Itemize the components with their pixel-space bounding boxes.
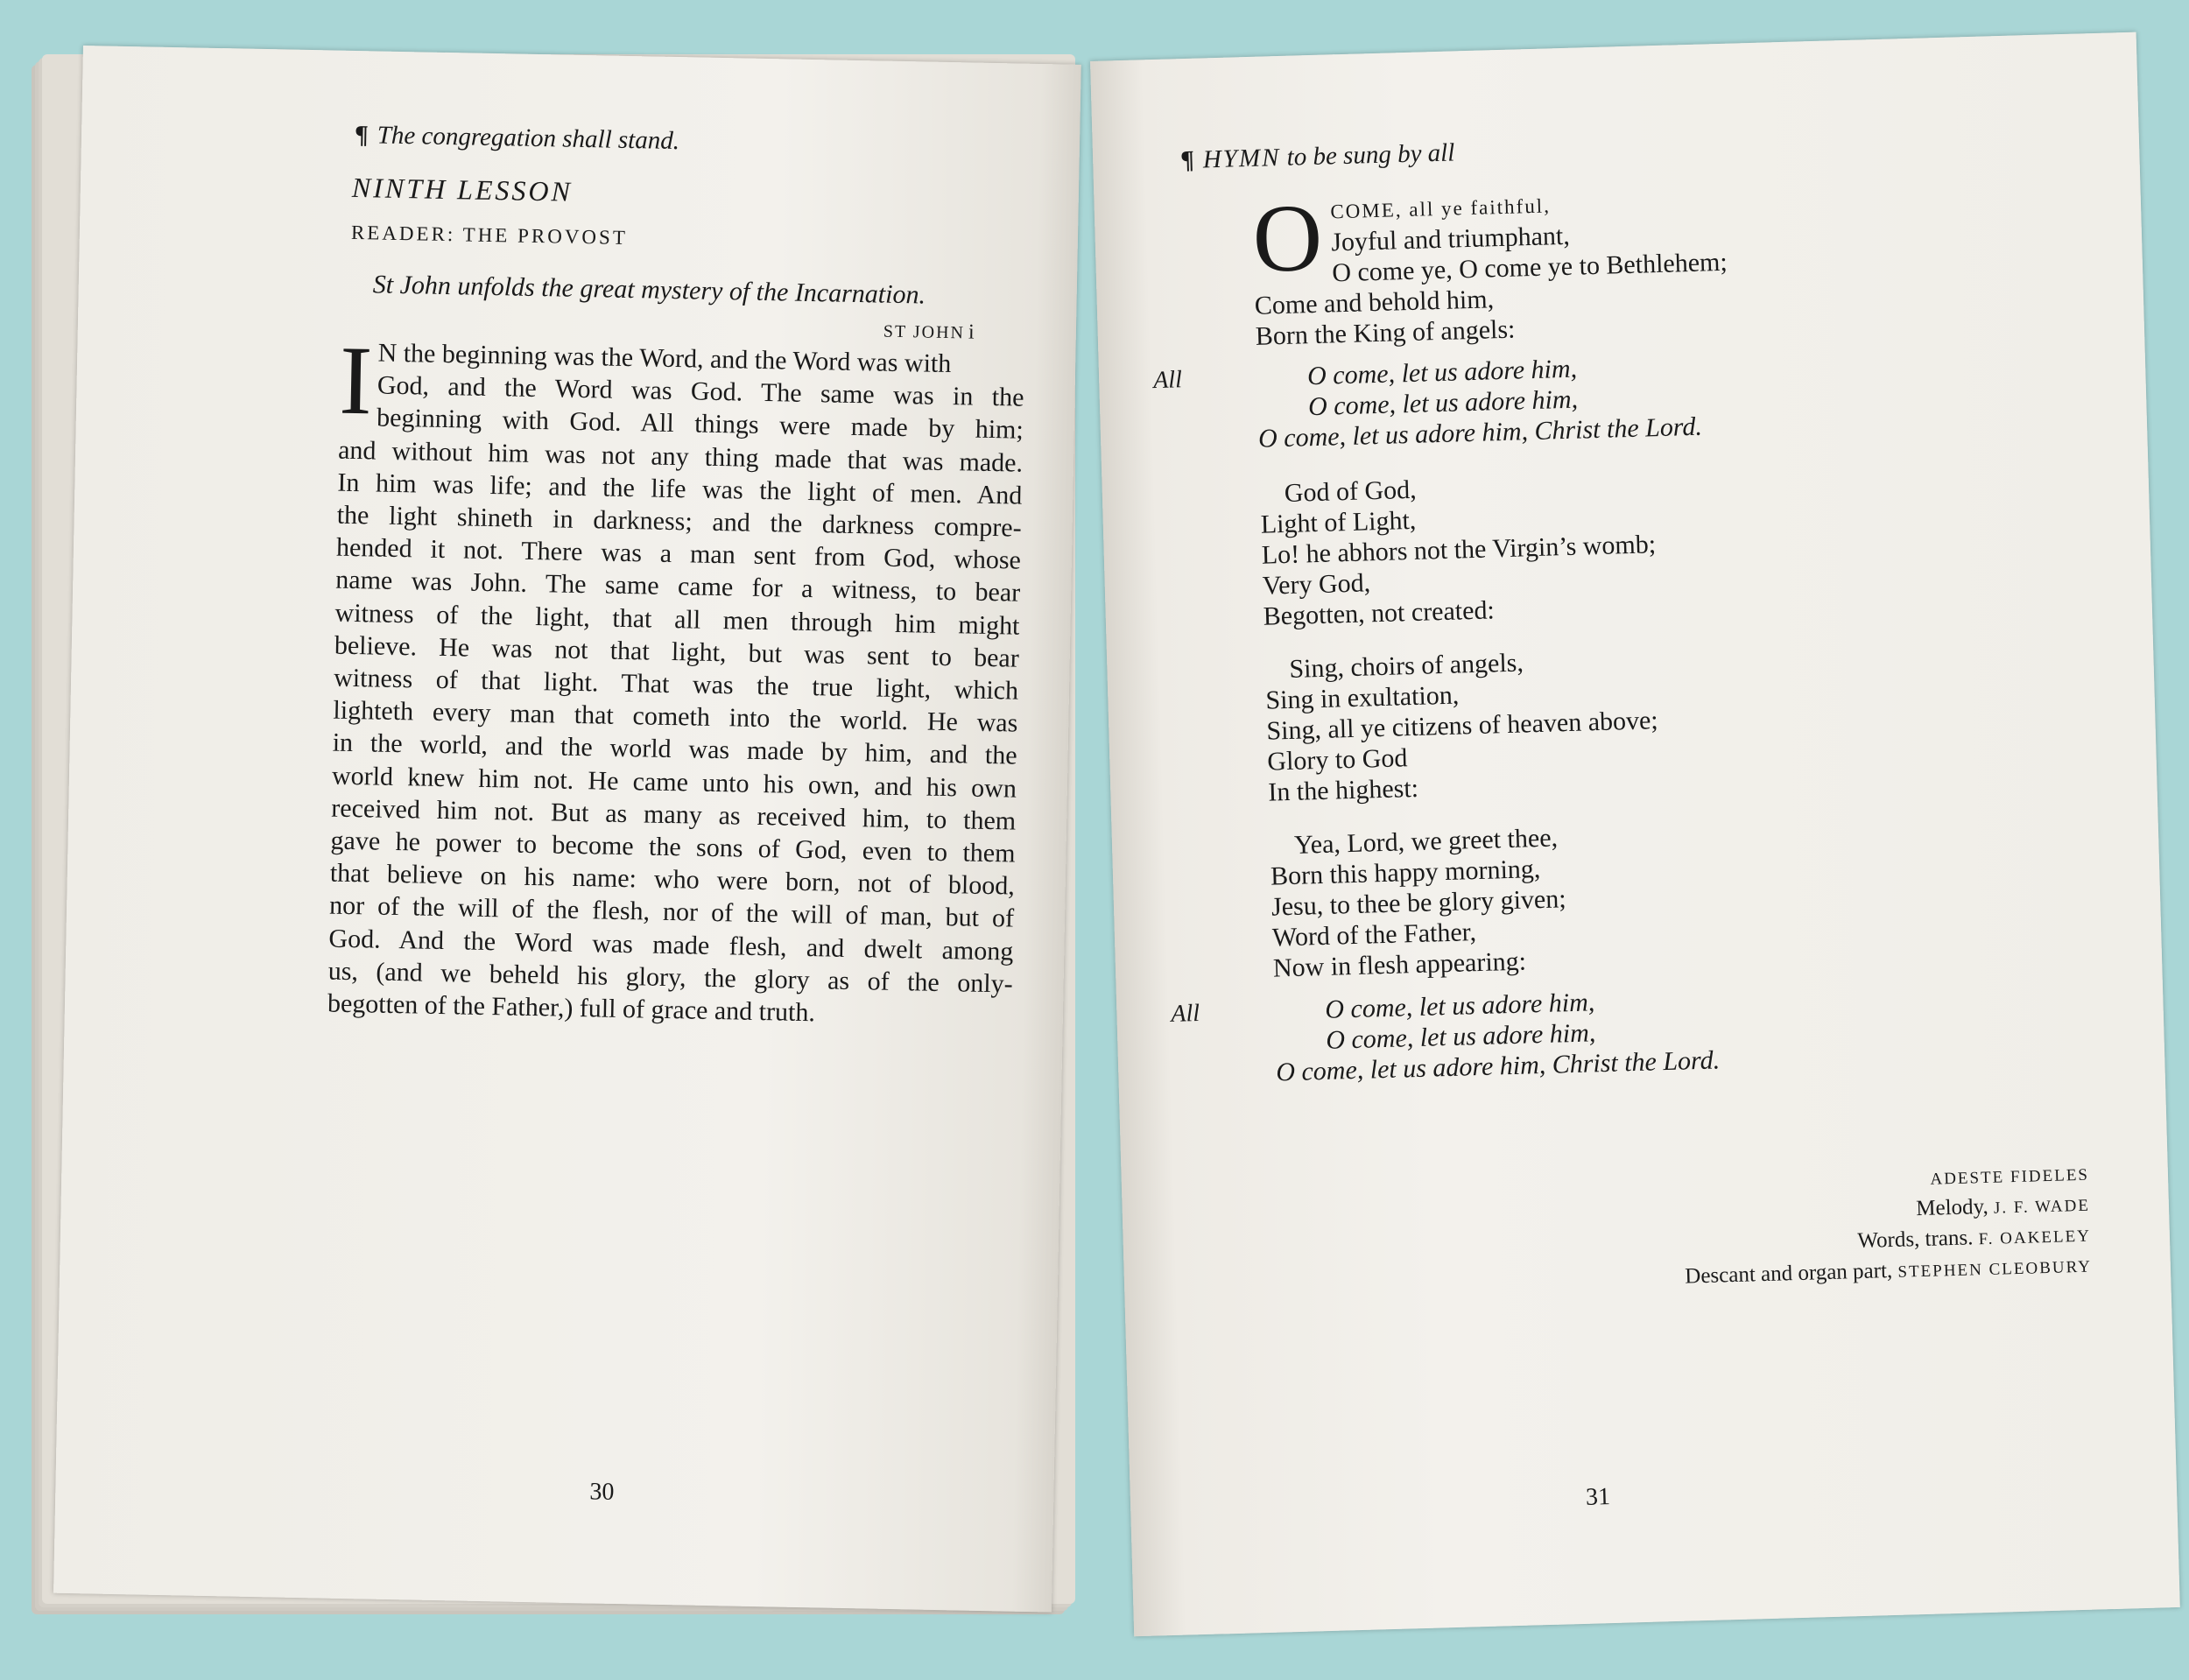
refrain-1: [1152, 345, 1890, 454]
hymn-line: In the highest:: [1267, 773, 1419, 807]
hymn-line: Born the King of angels:: [1255, 314, 1516, 351]
hymn-line: Begotten, not created:: [1263, 595, 1496, 631]
lesson-line: believe. He was not that light, but was sent to bear: [334, 630, 1020, 673]
hymn-line: Lo! he abhors not the Virgin’s womb;: [1261, 530, 1657, 570]
lesson-line: beginning with God. All things were made by him;: [376, 403, 1024, 446]
lesson-line: witness of the light, that all men through him might: [334, 598, 1020, 641]
hymn-line: Now in flesh appearing:: [1272, 946, 1527, 983]
hymn-line: Light of Light,: [1260, 505, 1417, 539]
refrain-line: O come, let us adore him,: [1325, 1018, 1596, 1055]
lesson-intro: St John unfolds the great mystery of the Incarnation.: [372, 270, 926, 310]
lesson-line: and without him was not any thing made that was made.: [337, 435, 1024, 478]
lesson-line: gave he power to become the sons of God, even to them: [330, 826, 1016, 868]
verse-2: [1259, 461, 1894, 632]
lesson-line: received him not. But as many as received him, to them: [331, 793, 1017, 836]
all-label: All: [1170, 999, 1200, 1028]
hymn-line: Jesu, to thee be glory given;: [1270, 884, 1566, 922]
left-page: [53, 46, 1081, 1613]
hymn-line: Glory to God: [1266, 743, 1408, 777]
hymn-line: Word of the Father,: [1271, 917, 1477, 952]
descant-label: Descant and organ part,: [1684, 1258, 1893, 1289]
hymn-line: Born this happy morning,: [1270, 854, 1541, 891]
hymn-first-words: COME, all ye faithful,: [1330, 194, 1552, 223]
hymn-line: Come and behold him,: [1254, 285, 1495, 320]
refrain-line: O come, let us adore him, Christ the Lord.: [1275, 1045, 1721, 1087]
hymn-heading: HYMN: [1202, 143, 1281, 174]
pilcrow-icon: ¶: [1179, 145, 1195, 175]
hymn-credits: [1682, 1159, 2092, 1293]
all-label: All: [1152, 366, 1183, 395]
hymn-line: Sing, all ye citizens of heaven above;: [1265, 706, 1659, 746]
melody-name: J. F. WADE: [1993, 1196, 2091, 1218]
right-page: [1090, 32, 2180, 1637]
lesson-title: NINTH LESSON: [351, 171, 574, 207]
lesson-line: God. And the Word was made flesh, and dwelt among: [328, 924, 1014, 967]
hymn-line: Joyful and triumphant,: [1330, 221, 1571, 257]
lesson-line: In him was life; and the life was the light of men. And: [337, 467, 1023, 510]
rubric-text: The congregation shall stand.: [377, 121, 680, 156]
lesson-line: nor of the will of the flesh, nor of the will of man, but of: [328, 891, 1015, 934]
hymn-line: Very God,: [1262, 568, 1371, 601]
citation-book: ST JOHN: [883, 321, 966, 343]
citation: [883, 320, 975, 345]
reader-line: READER: THE PROVOST: [350, 221, 629, 249]
words-name: F. OAKELEY: [1978, 1227, 2092, 1249]
lesson-line: in the world, and the world was made by him, and the: [332, 728, 1017, 771]
lesson-line: N the beginning was the Word, and the Word was with: [377, 338, 952, 379]
tune-name: ADESTE FIDELES: [1930, 1165, 2090, 1189]
pilcrow-icon: ¶: [354, 120, 370, 150]
refrain-2: [1170, 978, 1907, 1087]
hymn-line: God of God,: [1284, 474, 1418, 508]
lesson-line: God, and the Word was God. The same was in the: [377, 370, 1024, 412]
hymn-line: Yea, Lord, we greet thee,: [1293, 823, 1559, 860]
hymn-line: Sing, choirs of angels,: [1289, 648, 1524, 684]
words-label: Words, trans.: [1857, 1226, 1974, 1254]
lesson-line: us, (and we beheld his glory, the glory as of the only-: [327, 956, 1013, 999]
melody-label: Melody,: [1915, 1194, 1989, 1221]
refrain-line: O come, let us adore him,: [1307, 384, 1579, 422]
page-number: 31: [1585, 1483, 1611, 1511]
page-number: 30: [589, 1478, 615, 1506]
hymn-line: Sing in exultation,: [1265, 680, 1460, 715]
descant-name: STEPHEN CLEOBURY: [1897, 1257, 2093, 1282]
dropcap: I: [338, 326, 374, 436]
verse-3: [1264, 637, 1899, 808]
lesson-line: that believe on his name: who were born, not of blood,: [329, 858, 1016, 901]
lesson-line: name was John. The same came for a witness, to bear: [335, 566, 1021, 608]
hymn-line: O come ye, O come ye to Bethlehem;: [1331, 247, 1728, 288]
lesson-line: the light shineth in darkness; and the darkness compre-: [336, 500, 1022, 543]
hymn-rubric: [1180, 138, 1455, 175]
congregation-rubric: [355, 121, 680, 156]
refrain-line: O come, let us adore him,: [1324, 988, 1595, 1024]
verse-4: [1270, 813, 1904, 984]
lesson-line: world knew him not. He came unto his own, and his own: [331, 761, 1017, 804]
hymn-heading-rest: to be sung by all: [1286, 138, 1455, 172]
refrain-line: O come, let us adore him,: [1306, 354, 1578, 391]
refrain-line: O come, let us adore him, Christ the Lord.: [1257, 411, 1703, 453]
lesson-line: witness of that light. That was the true light, which: [333, 663, 1019, 706]
lesson-line: begotten of the Father,) full of grace and truth.: [327, 988, 816, 1028]
dropcap: O: [1251, 183, 1324, 292]
lesson-line: lighteth every man that cometh into the world. He was: [333, 695, 1018, 738]
verse-1: [1251, 179, 1886, 352]
hymn: [1152, 179, 1906, 1088]
lesson-line: hended it not. There was a man sent from God, whose: [335, 532, 1022, 575]
citation-chapter: i: [968, 320, 975, 344]
